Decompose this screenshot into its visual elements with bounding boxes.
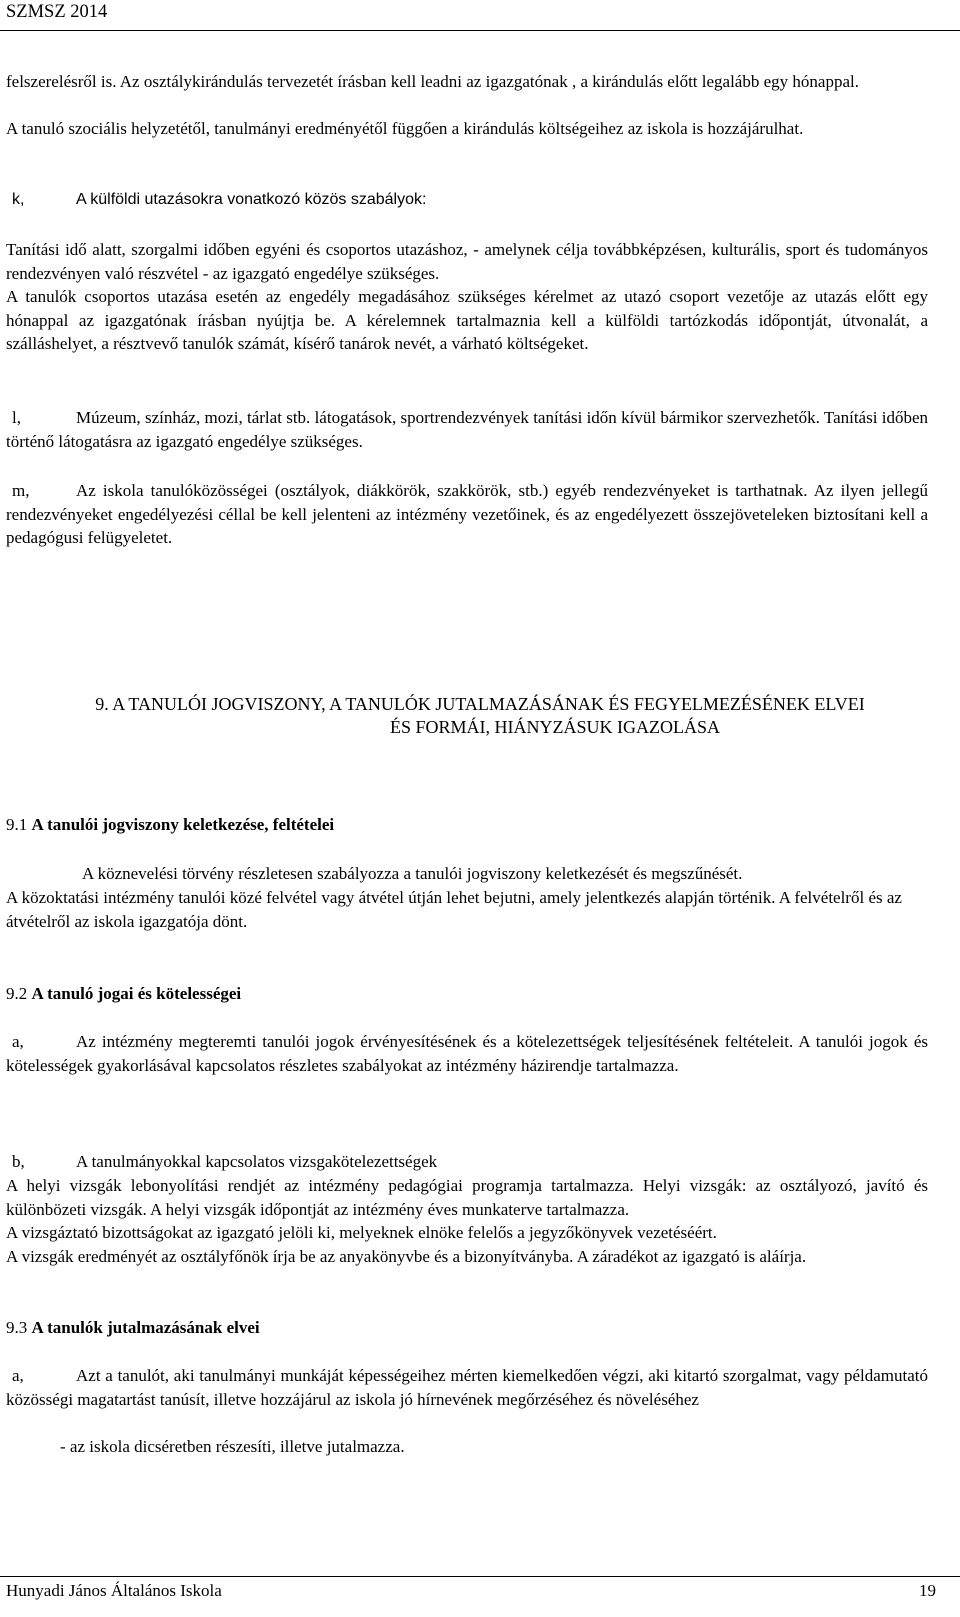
section-9-3-heading (6, 1318, 260, 1338)
paragraph-top-2: A tanuló szociális helyzetétől, tanulmányi eredményétől függően a kirándulás költségeihez az iskola is hozzájárulhat. (6, 119, 804, 138)
item-k-label: k, (12, 191, 25, 208)
paragraph-top-1: felszerelésről is. Az osztálykirándulás tervezetét írásban kell leadni az igazgatónak , a kirándulás előtt legalább egy hónappal. (6, 72, 859, 91)
chapter-title (0, 693, 960, 739)
section-9-3-number: 9.3 (6, 1318, 28, 1337)
section-9-2-item-a (6, 1030, 928, 1077)
section-9-2-item-b-label: b, (12, 1152, 25, 1171)
item-k-paragraph-1: Tanítási idő alatt, szorgalmi időben egyéni és csoportos utazáshoz, - amelynek célja továbbképzésen, kulturális, sport és tudományos rendezvényen való részvétel - az igazgató engedélye szükséges. (6, 240, 928, 283)
section-9-2-item-a-label: a, (12, 1032, 24, 1051)
item-k-heading (6, 188, 928, 212)
footer-page-number: 19 (919, 1581, 936, 1600)
section-9-3-item-a-label: a, (12, 1366, 24, 1385)
section-9-2-item-b-title: A tanulmányokkal kapcsolatos vizsgakötelezettségek (76, 1152, 438, 1171)
section-9-2-title: A tanuló jogai és kötelességei (31, 984, 242, 1003)
section-9-3-title: A tanulók jutalmazásának elvei (31, 1318, 260, 1337)
item-m (6, 479, 928, 550)
section-9-2-item-b-paragraph-1: A helyi vizsgák lebonyolítási rendjét az intézmény pedagógiai programja tartalmazza. Helyi vizsgák: az osztályozó, javító és különbözeti vizsgák. A helyi vizsgák időpontját az intézmény éves munkaterve tartalmazza. (6, 1176, 928, 1219)
section-9-2-item-b-paragraph-2: A vizsgáztató bizottságokat az igazgató jelöli ki, melyeknek elnöke felelős a jegyzőkönyvek vezetéséért. (6, 1223, 717, 1242)
section-9-1-number: 9.1 (6, 815, 28, 834)
item-l-label: l, (12, 408, 21, 427)
chapter-title-line-2: ÉS FORMÁI, HIÁNYZÁSUK IGAZOLÁSA (389, 717, 720, 737)
section-9-1-paragraph-2: A közoktatási intézmény tanulói közé felvétel vagy átvétel útján lehet bejutni, amely jelentkezés alapján történik. A felvételről és az átvételről az iskola igazgatója dönt. (6, 888, 902, 931)
item-l (6, 406, 928, 453)
section-9-3-item-a (6, 1364, 928, 1411)
section-9-2-item-b-heading (6, 1150, 928, 1174)
item-m-text: Az iskola tanulóközösségei (osztályok, diákkörök, szakkörök, stb.) egyéb rendezvényeket is tarthatnak. Az ilyen jellegű rendezvényeket engedélyezési céllal be kell jelenteni az intézmény vezetőinek, és az engedélyezett összejöveteleken biztosítani kell a pedagógusi felügyeletet. (6, 481, 928, 548)
section-9-3-item-a-sub: - az iskola dicséretben részesíti, illetve jutalmazza. (60, 1437, 405, 1456)
header-rule (0, 30, 960, 31)
header-title: SZMSZ 2014 (6, 2, 108, 22)
section-9-1-paragraph-1: A köznevelési törvény részletesen szabályozza a tanulói jogviszony keletkezését és megszűnését. (82, 864, 743, 883)
item-m-label: m, (12, 481, 30, 500)
item-l-text: Múzeum, színház, mozi, tárlat stb. látogatások, sportrendezvények tanítási időn kívül bármikor szervezhetők. Tanítási időben történő látogatásra az igazgató engedélye szükséges. (6, 408, 928, 451)
footer-rule (0, 1576, 960, 1577)
section-9-1-title: A tanulói jogviszony keletkezése, feltételei (31, 815, 335, 834)
item-k-title: A külföldi utazásokra vonatkozó közös szabályok: (76, 191, 427, 208)
section-9-1-heading (6, 815, 334, 835)
footer-school-name: Hunyadi János Általános Iskola (6, 1581, 222, 1600)
section-9-2-heading (6, 984, 241, 1004)
chapter-title-line-1: 9. A TANULÓI JOGVISZONY, A TANULÓK JUTALMAZÁSÁNAK ÉS FEGYELMEZÉSÉNEK ELVEI (95, 694, 865, 714)
section-9-2-item-a-text: Az intézmény megteremti tanulói jogok érvényesítésének és a kötelezettségek teljesítésének feltételeit. A tanulói jogok és kötelességek gyakorlásával kapcsolatos részletes szabályokat az intézmény házirendje tartalmazza. (6, 1032, 928, 1075)
item-k-paragraph-2: A tanulók csoportos utazása esetén az engedély megadásához szükséges kérelmet az utazó csoport vezetője az utazás előtt egy hónappal az igazgatónak írásban nyújtja be. A kérelemnek tartalmaznia kell a külföldi tartózkodás időpontját, útvonalát, a szálláshelyet, a résztvevő tanulók számát, kísérő tanárok nevét, a várható költségeket. (6, 287, 928, 354)
section-9-2-item-b-paragraph-3: A vizsgák eredményét az osztályfőnök írja be az anyakönyvbe és a bizonyítványba. A záradékot az igazgató is aláírja. (6, 1247, 807, 1266)
section-9-3-item-a-text: Azt a tanulót, aki tanulmányi munkáját képességeihez mérten kiemelkedően végzi, aki kitartó szorgalmat, vagy példamutató közösségi magatartást tanúsít, illetve hozzájárul az iskola jó hírnevének megőrzéséhez és növeléséhez (6, 1366, 928, 1409)
section-9-2-number: 9.2 (6, 984, 28, 1003)
